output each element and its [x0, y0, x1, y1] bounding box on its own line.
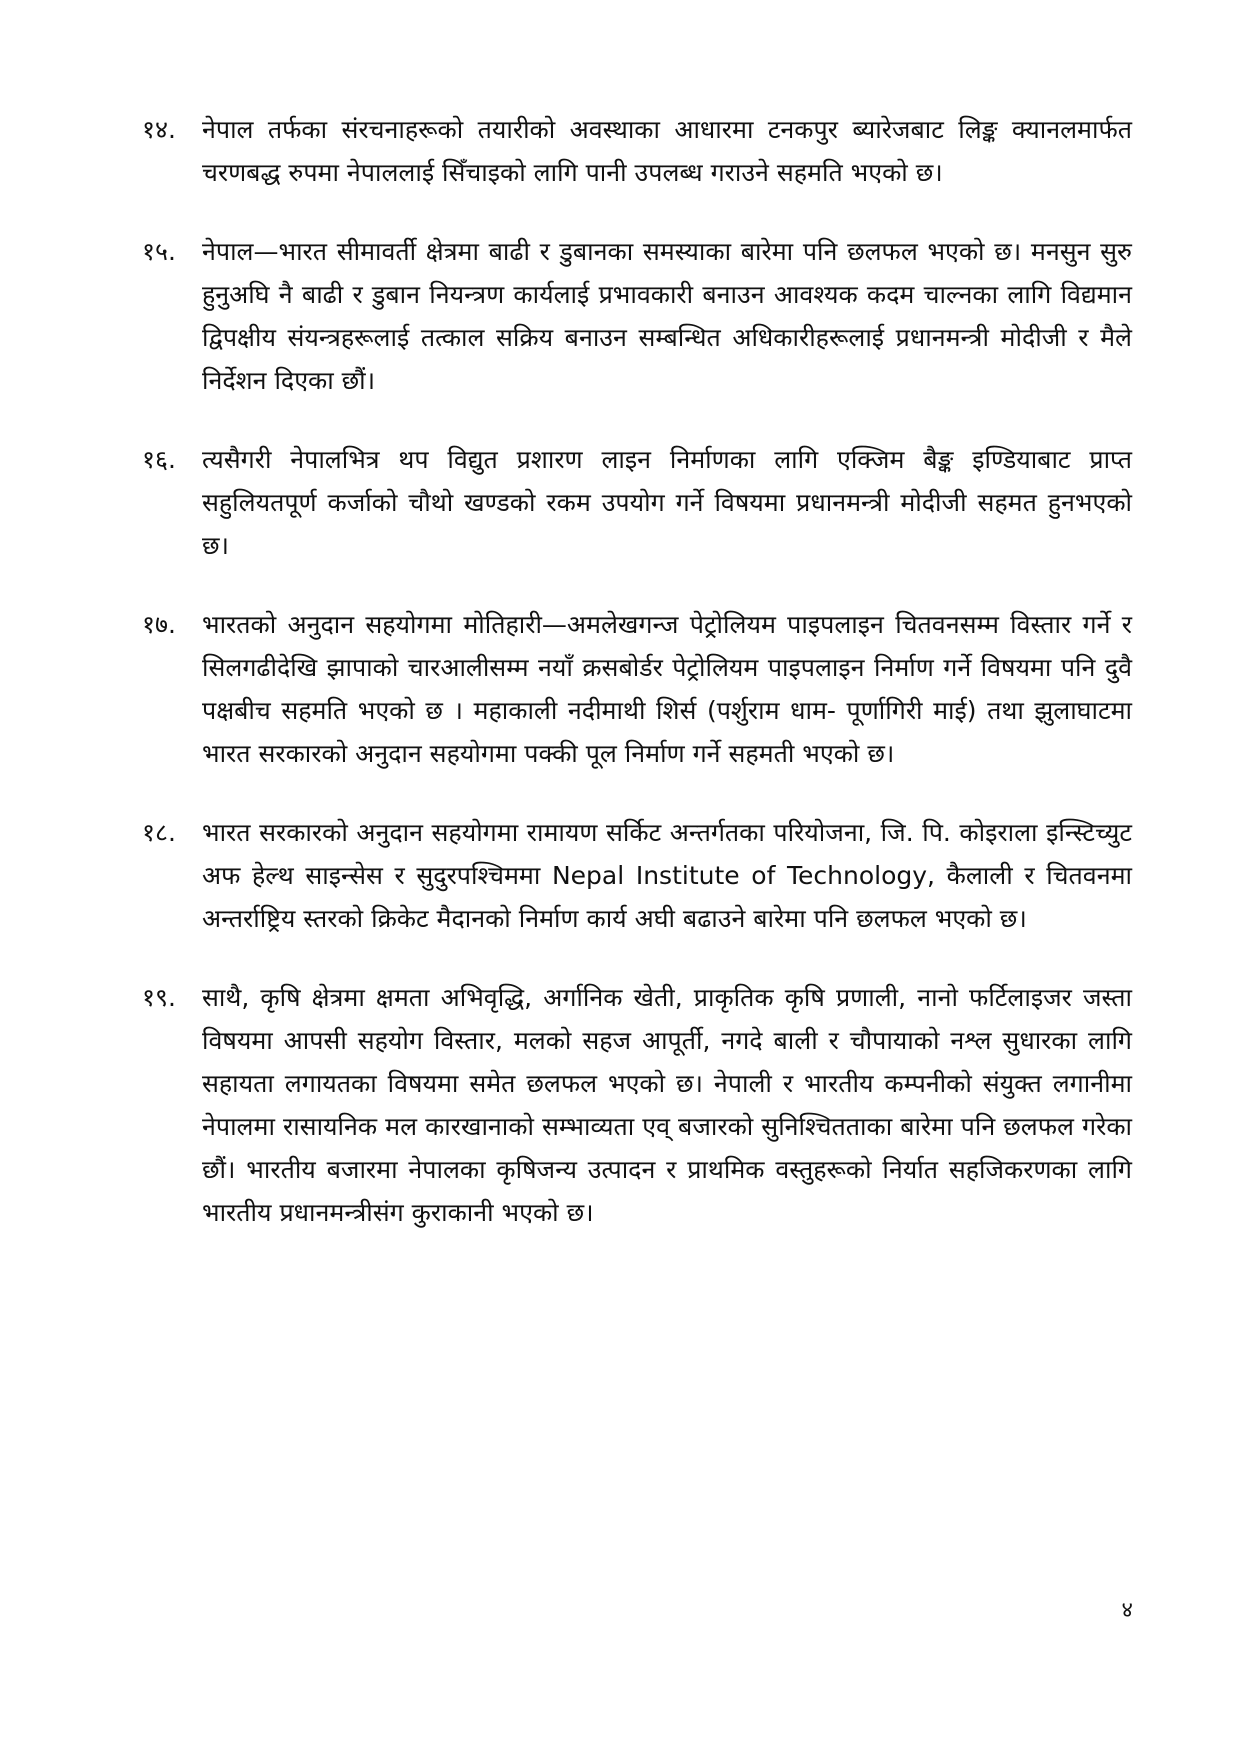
paragraph-17: [142, 603, 1132, 775]
paragraph-text: साथै, कृषि क्षेत्रमा क्षमता अभिवृद्धि, अर्गानिक खेती, प्राकृतिक कृषि प्रणाली, नानो फर्टिलाइजर जस्ता विषयमा आपसी सहयोग विस्तार, मलको सहज आपूर्ती, नगदे बाली र चौपायाको नश्ल सुधारका लागि सहायता लगायतका विषयमा समेत छलफल भएको छ। नेपाली र भारतीय कम्पनीको संयुक्त लगानीमा नेपालमा रासायनिक मल कारखानाको सम्भाव्यता एव् बजारको सुनिश्चितताका बारेमा पनि छलफल गरेका छौं। भारतीय बजारमा नेपालका कृषिजन्य उत्पादन र प्राथमिक वस्तुहरूको निर्यात सहजिकरणका लागि भारतीय प्रधानमन्त्रीसंग कुराकानी भएको छ।: [202, 983, 1132, 1227]
paragraph-14: [142, 108, 1132, 194]
paragraph-number: १८.: [142, 818, 176, 847]
paragraph-19: [142, 976, 1132, 1234]
paragraph-number: १९.: [142, 983, 176, 1012]
document-body: [142, 108, 1132, 1270]
paragraph-number: १७.: [142, 610, 176, 639]
page-number: ४: [1121, 1598, 1133, 1623]
paragraph-number: १५.: [142, 237, 176, 266]
paragraph-number: १६.: [142, 445, 176, 474]
paragraph-15: [142, 230, 1132, 402]
paragraph-text: भारतको अनुदान सहयोगमा मोतिहारी—अमलेखगन्ज पेट्रोलियम पाइपलाइन चितवनसम्म विस्तार गर्ने र सिलगढीदेखि झापाको चारआलीसम्म नयाँ क्रसबोर्डर पेट्रोलियम पाइपलाइन निर्माण गर्ने विषयमा पनि दुवै पक्षबीच सहमति भएको छ । महाकाली नदीमाथी शिर्स (पर्शुराम धाम- पूर्णागिरी माई) तथा झुलाघाटमा भारत सरकारको अनुदान सहयोगमा पक्की पूल निर्माण गर्ने सहमती भएको छ।: [202, 610, 1132, 768]
paragraph-text: भारत सरकारको अनुदान सहयोगमा रामायण सर्किट अन्तर्गतका परियोजना, जि. पि. कोइराला इन्स्टिच्युट अफ हेल्थ साइन्सेस र सुदुरपश्चिममा Nepal Institute of Technology, कैलाली र चितवनमा अन्तर्राष्ट्रिय स्तरको क्रिकेट मैदानको निर्माण कार्य अघी बढाउने बारेमा पनि छलफल भएको छ।: [202, 818, 1132, 933]
paragraph-text: त्यसैगरी नेपालभित्र थप विद्युत प्रशारण लाइन निर्माणका लागि एक्जिम बैङ्क इण्डियाबाट प्राप्त सहुलियतपूर्ण कर्जाको चौथो खण्डको रकम उपयोग गर्ने विषयमा प्रधानमन्त्री मोदीजी सहमत हुनभएको छ।: [202, 445, 1132, 560]
paragraph-18: [142, 811, 1132, 940]
paragraph-text: नेपाल—भारत सीमावर्ती क्षेत्रमा बाढी र डुबानका समस्याका बारेमा पनि छलफल भएको छ। मनसुन सुरु हुनुअघि नै बाढी र डुबान नियन्त्रण कार्यलाई प्रभावकारी बनाउन आवश्यक कदम चाल्नका लागि विद्यमान द्विपक्षीय संयन्त्रहरूलाई तत्काल सक्रिय बनाउन सम्बन्धित अधिकारीहरूलाई प्रधानमन्त्री मोदीजी र मैले निर्देशन दिएका छौं।: [202, 237, 1132, 395]
paragraph-text: नेपाल तर्फका संरचनाहरूको तयारीको अवस्थाका आधारमा टनकपुर ब्यारेजबाट लिङ्क क्यानलमार्फत चरणबद्ध रुपमा नेपाललाई सिँचाइको लागि पानी उपलब्ध गराउने सहमति भएको छ।: [202, 115, 1132, 187]
paragraph-16: [142, 438, 1132, 567]
paragraph-number: १४.: [142, 115, 176, 144]
